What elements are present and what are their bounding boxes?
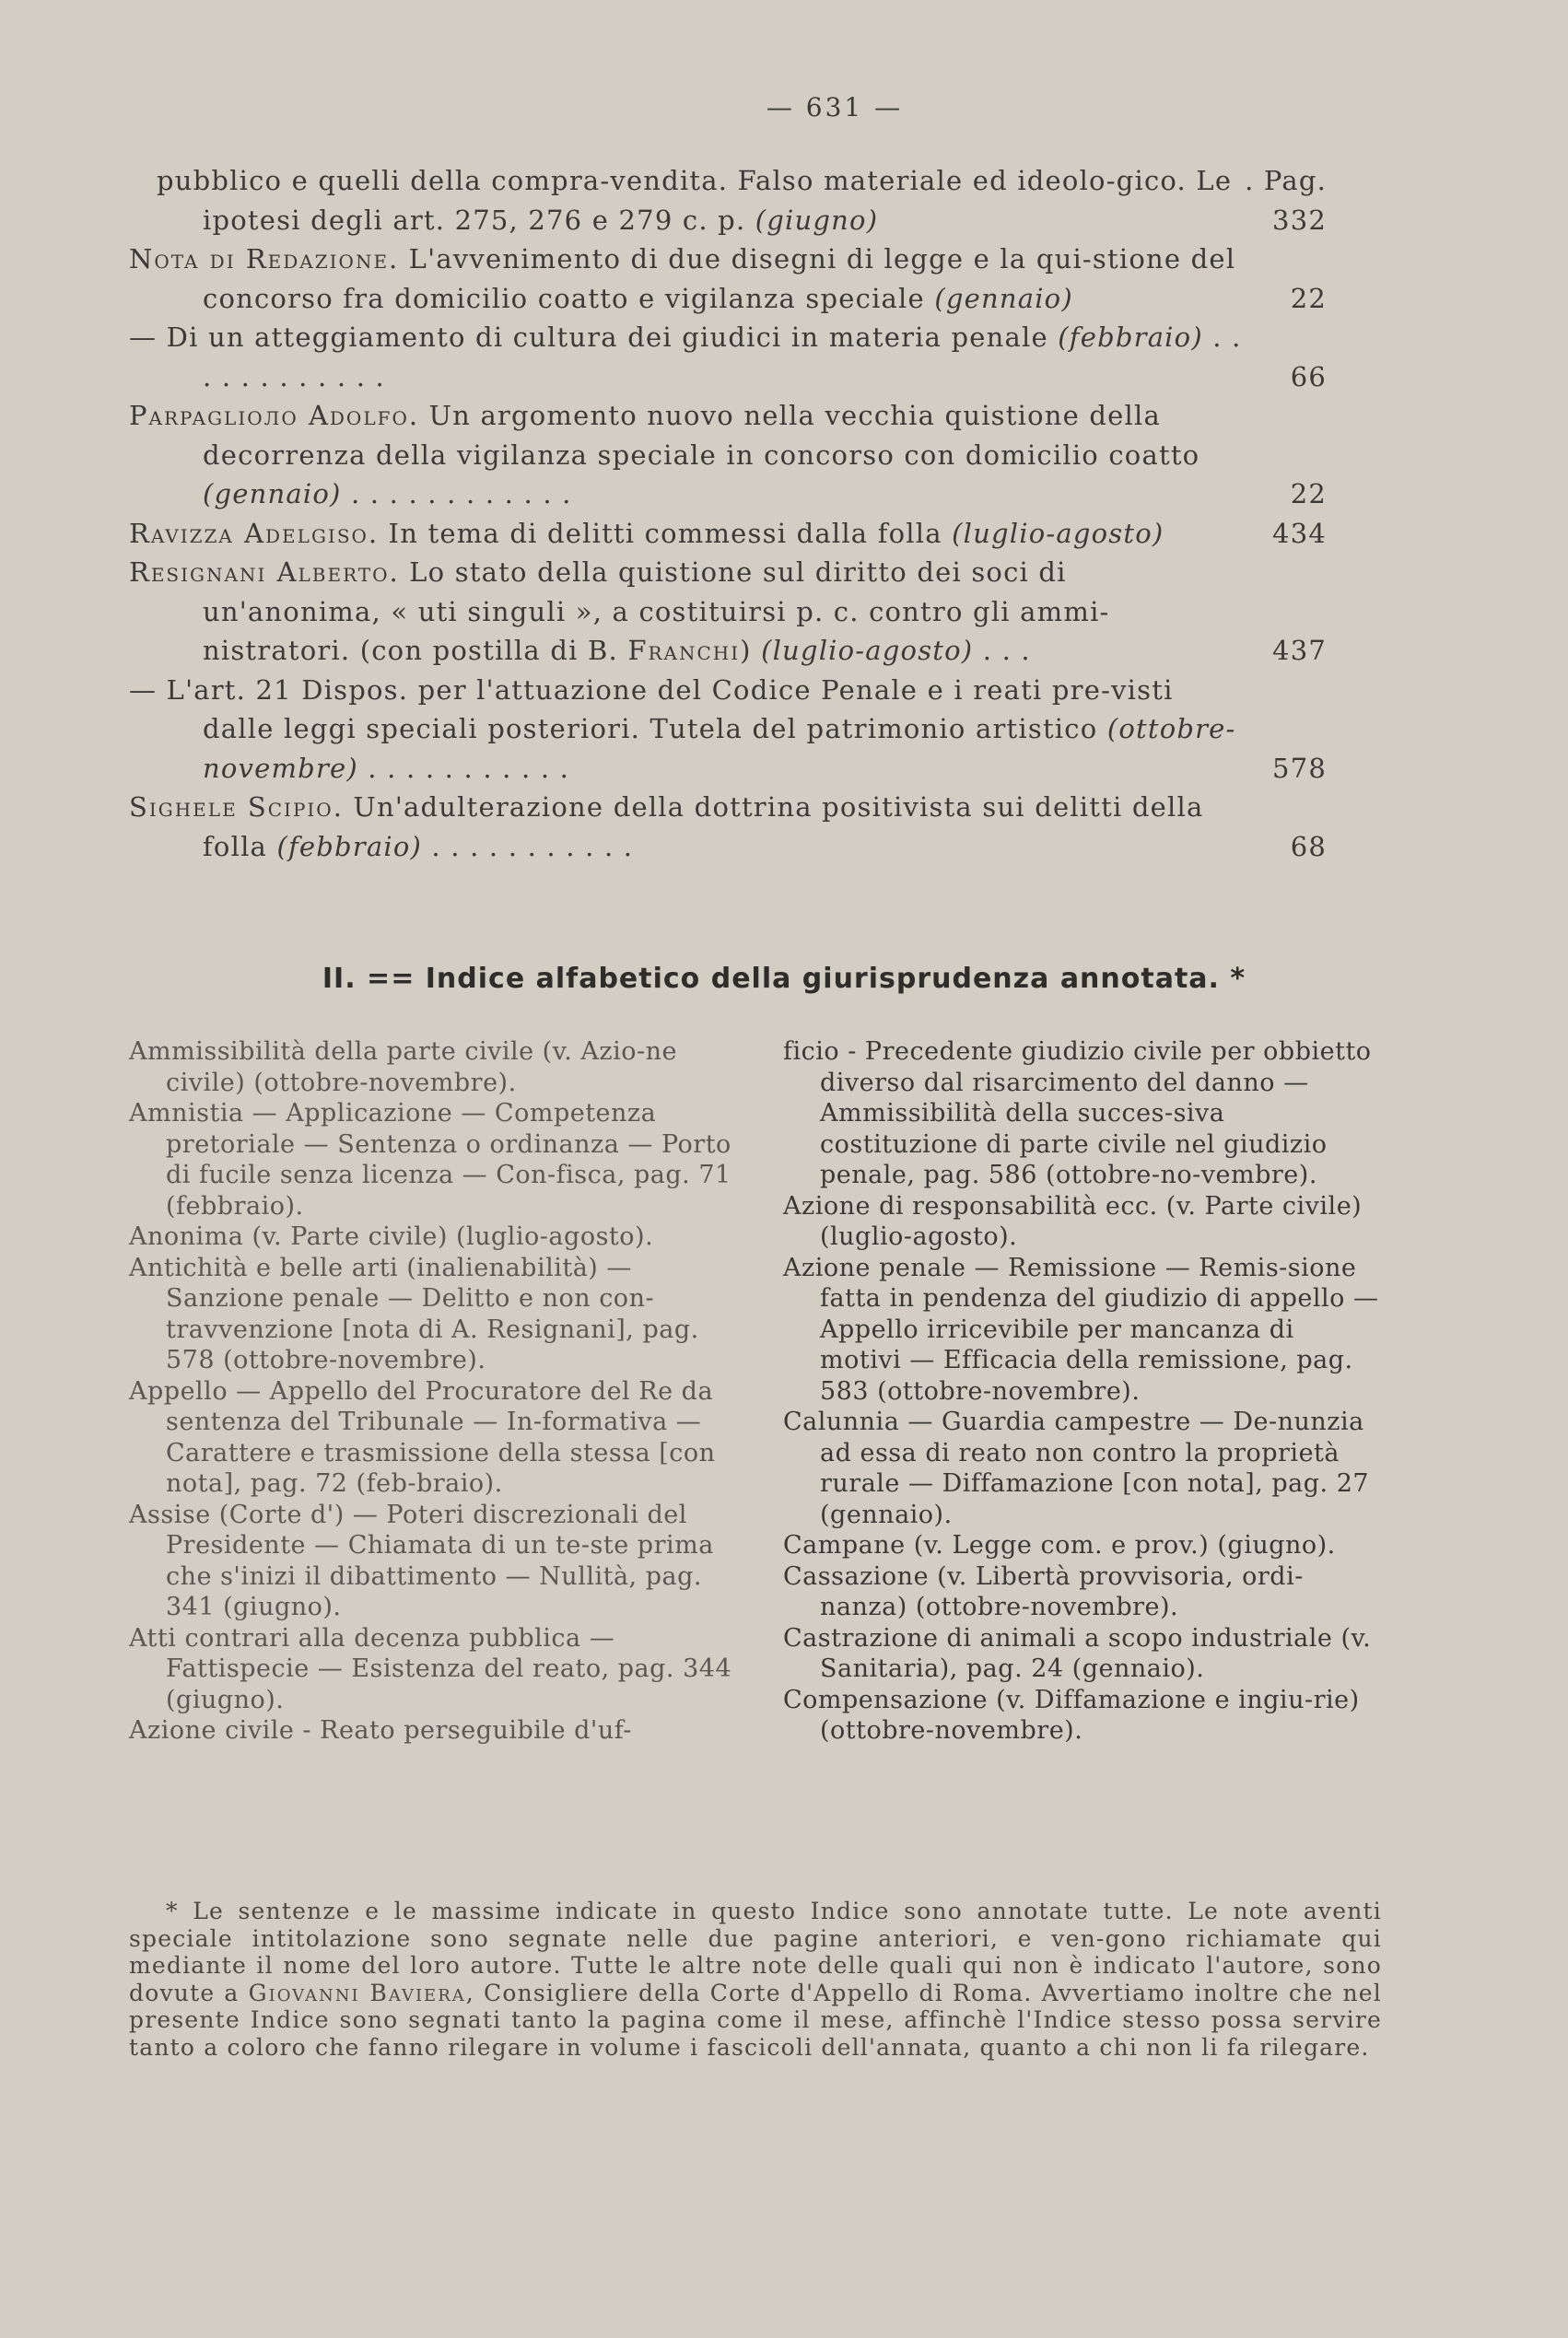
author-name: Resignani Alberto. <box>129 556 400 588</box>
author-entry <box>129 553 1327 671</box>
index-entry: ficio - Precedente giudizio civile per obbietto diverso dal risarcimento del danno — Ammissibilità della succes-siva costituzione di parte civile nel giudizio penale, pag. 586 (ottobre-no-vembre). <box>783 1037 1372 1189</box>
leader-dots: . . . . . . . . . . . <box>422 830 634 862</box>
index-entry: Assise (Corte d') — Poteri discrezionali del Presidente — Chiamata di un te-ste prima che s'inizi il dibattimento — Nullità, pag. 341 (giugno). <box>129 1500 714 1621</box>
index-entry: Atti contrari alla decenza pubblica — Fattispecie — Esistenza del reato, pag. 344 (giugno). <box>129 1623 732 1714</box>
index-entry: Ammissibilità della parte civile (v. Azio-ne civile) (ottobre-novembre). <box>129 1037 678 1097</box>
entry-page: . Pag. 332 <box>1245 165 1327 236</box>
entry-page: 578 <box>1272 752 1327 784</box>
entry-text: Di un atteggiamento di cultura dei giudici in materia penale <box>157 321 1059 353</box>
index-entry: Appello — Appello del Procuratore del Re da sentenza del Tribunale — In-formativa — Carattere e trasmissione della stessa [con nota], pag. 72 (feb-braio). <box>129 1376 716 1498</box>
entry-month: (luglio-agosto) <box>952 517 1164 549</box>
index-entry: Antichità e belle arti (inalienabilità) — Sanzione penale — Delitto e non con-travvenzione [nota di A. Resignani], pag. 578 (ottobre-novembre). <box>129 1253 699 1374</box>
entry-page: 22 <box>1290 282 1327 314</box>
leader-dots: . . . . . . . . . . . <box>357 752 570 784</box>
index-entry: Anonima (v. Parte civile) (luglio-agosto). <box>129 1222 654 1251</box>
footnote <box>129 1898 1382 2061</box>
entry-month: (giugno) <box>755 204 879 236</box>
author-name: Parpaglioлo Adolfo. <box>129 400 420 431</box>
dash: — <box>129 673 158 706</box>
author-entry <box>129 240 1327 318</box>
author-index <box>129 161 1327 866</box>
right-column <box>783 1036 1382 1747</box>
author-entry <box>129 514 1327 554</box>
author-entry <box>129 396 1327 514</box>
entry-month: (febbraio) <box>1058 321 1203 353</box>
index-entry: Azione civile - Reato perseguibile d'uf- <box>129 1716 632 1745</box>
leader-dots: . . . <box>973 635 1031 666</box>
index-entry: Calunnia — Guardia campestre — De-nunzia ad essa di reato non contro la proprietà rurale — Diffamazione [con nota], pag. 27 (gennaio). <box>783 1408 1370 1529</box>
entry-text: Un argomento nuovo nella vecchia quistione della decorrenza della vigilanza speciale in concorso con domicilio coatto <box>203 400 1200 471</box>
index-entry: Cassazione (v. Libertà provvisoria, ordi-nanza) (ottobre-novembre). <box>783 1561 1304 1621</box>
author-entry <box>129 161 1327 240</box>
entry-month: (gennaio) <box>203 478 342 509</box>
author-entry <box>129 318 1327 396</box>
entry-text-2: ) <box>740 635 762 666</box>
entry-page: 437 <box>1272 635 1327 666</box>
page-number: — 631 — <box>766 92 904 123</box>
jurisprudence-index <box>129 1036 1382 1747</box>
entry-page: 66 <box>1290 360 1327 392</box>
entry-month: (febbraio) <box>276 830 422 862</box>
entry-text: Lo stato della quistione sul diritto dei soci di un'anonima, « uti singuli », a costituirsi p. c. contro gli ammi-nistratori. (con postilla di B. <box>203 556 1110 666</box>
author-name: Ravizza Adelgiso. <box>129 517 380 549</box>
index-entry: Campane (v. Legge com. e prov.) (giugno). <box>783 1531 1336 1560</box>
entry-page: 434 <box>1272 517 1327 549</box>
footnote-author: Giovanni Baviera <box>248 1979 466 2006</box>
entry-month: (luglio-agosto) <box>761 635 974 666</box>
entry-text: Un'adulterazione della dottrina positivista sui delitti della folla <box>203 791 1204 862</box>
author-name: Nota di Redazione. <box>129 243 400 275</box>
index-entry: Azione di responsabilità ecc. (v. Parte civile) (luglio-agosto). <box>783 1191 1363 1251</box>
footnote-text-2: , Consigliere della Corte d'Appello di Roma. Avvertiamo inoltre che nel presente Indice sono segnati tanto la pagina come il mese, affinchè l'Indice stesso possa servire tanto a coloro che fanno rilegare in volume i fascicoli dell'annata, quanto a chi non li fa rilegare. <box>129 1979 1382 2061</box>
entry-text: pubblico e quelli della compra-vendita. Falso materiale ed ideolo-gico. Le ipotesi degli art. 275, 276 e 279 c. p. <box>157 165 1233 236</box>
entry-page: 22 <box>1290 478 1327 509</box>
leader-dots: . . . . . . . . . . . . <box>203 321 1242 392</box>
section-heading: II. == Indice alfabetico della giurisprudenza annotata. * <box>322 963 1246 995</box>
dash: — <box>129 321 158 353</box>
entry-page: 68 <box>1290 830 1327 862</box>
left-column <box>129 1036 737 1747</box>
footnote-text: * Le sentenze e le massime indicate in questo Indice sono annotate tutte. Le note aventi speciale intitolazione sono segnate nelle due pagine anteriori, e ven-gono richiamate qui mediante il nome del loro autore. Tutte le altre note delle quali qui non è indicato l'autore, sono dovute a <box>129 1898 1382 2006</box>
entry-text: L'avvenimento di due disegni di legge e la qui-stione del concorso fra domicilio coatto e vigilanza speciale <box>203 243 1236 314</box>
index-entry: Azione penale — Remissione — Remis-sione fatta in pendenza del giudizio di appello — Appello irricevibile per mancanza di motivi — Efficacia della remissione, pag. 583 (ottobre-novembre). <box>783 1253 1379 1406</box>
entry-text: L'art. 21 Dispos. per l'attuazione del Codice Penale e i reati pre-visti dalle leggi speciali posteriori. Tutela del patrimonio artistico <box>157 673 1174 744</box>
leader-dots: . . . . . . . . . . . . <box>341 478 572 509</box>
entry-month: (ottobre-novembre) <box>203 713 1236 784</box>
entry-text: In tema di delitti commessi dalla folla <box>379 517 953 549</box>
author-entry <box>129 788 1327 866</box>
author-name: Sighele Scipio. <box>129 791 344 823</box>
index-entry: Castrazione di animali a scopo industriale (v. Sanitaria), pag. 24 (gennaio). <box>783 1623 1372 1683</box>
index-entry: Amnistia — Applicazione — Competenza pretoriale — Sentenza o ordinanza — Porto di fucile senza licenza — Con-fisca, pag. 71 (febbraio). <box>129 1099 731 1221</box>
index-entry: Compensazione (v. Diffamazione e ingiu-rie) (ottobre-novembre). <box>783 1685 1360 1745</box>
author-entry <box>129 671 1327 789</box>
entry-month: (gennaio) <box>934 282 1073 314</box>
postilla-author: Franchi <box>627 635 741 666</box>
